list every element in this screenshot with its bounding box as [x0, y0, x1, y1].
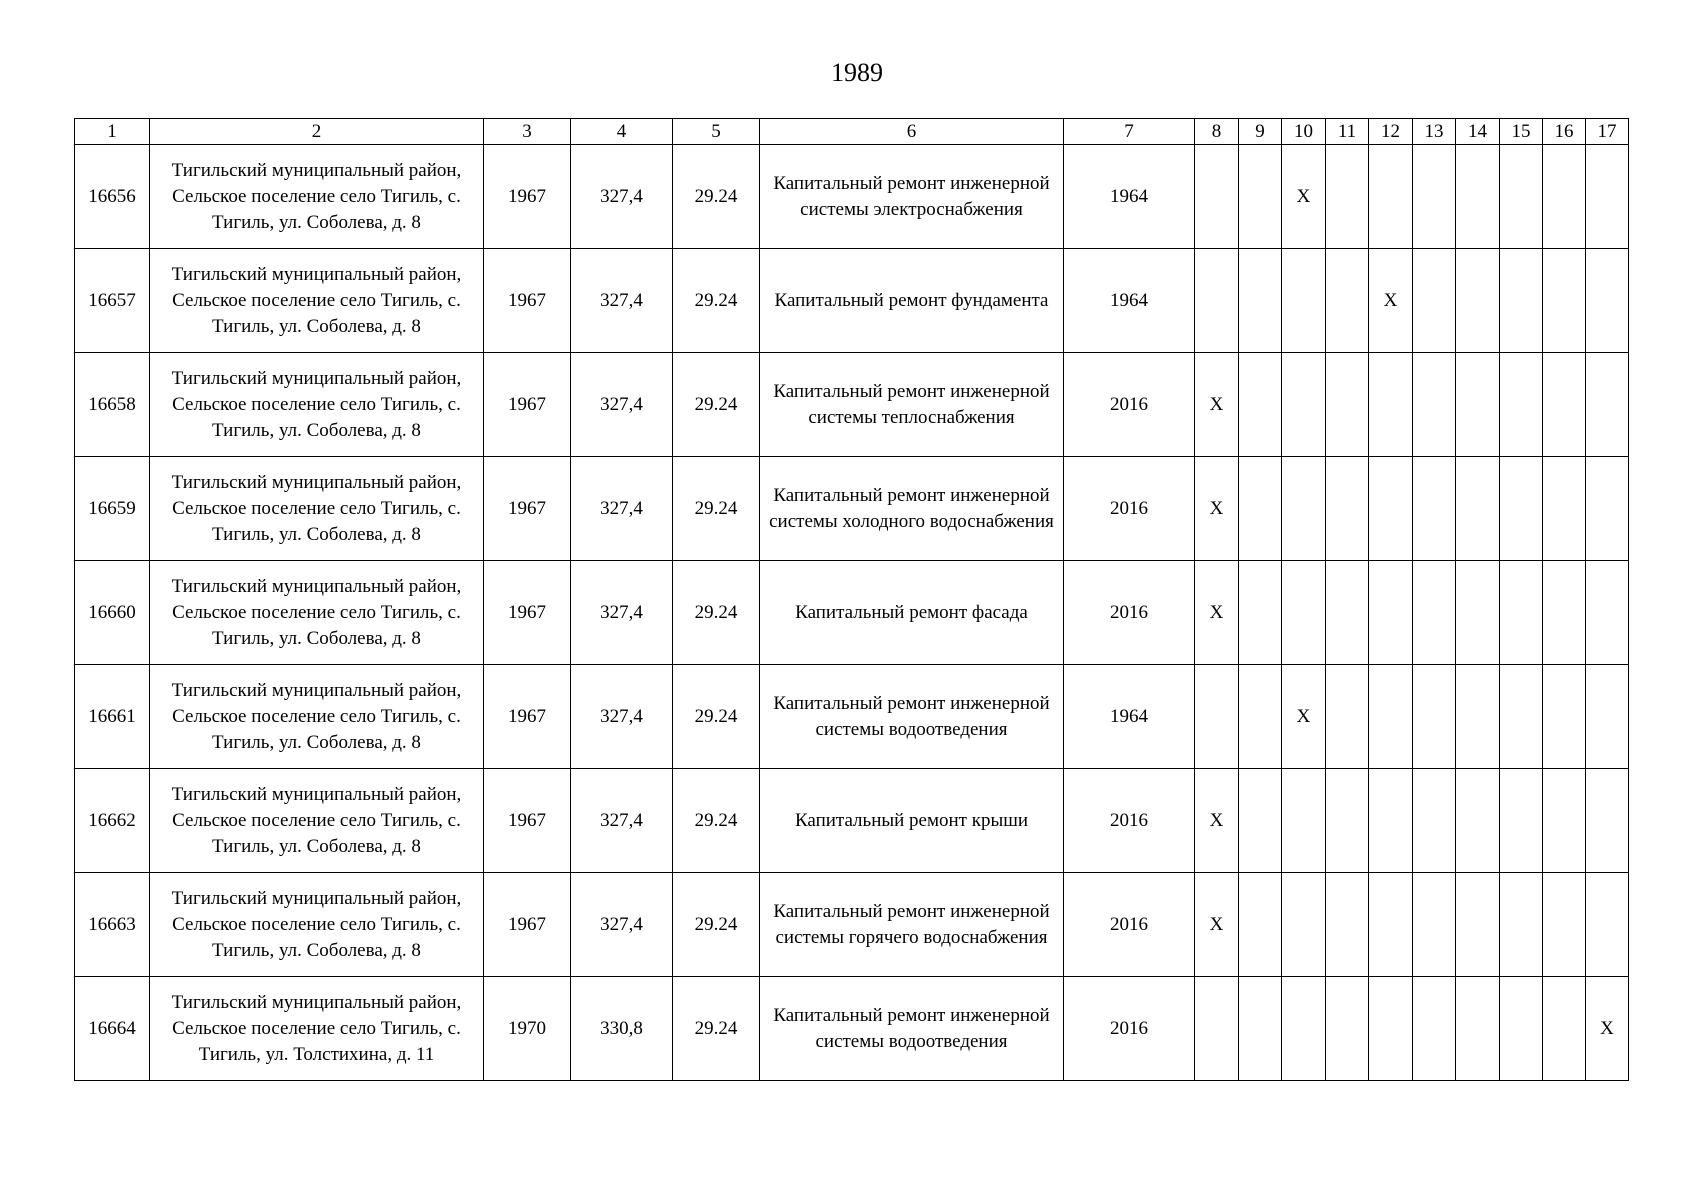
area-cell: 327,4 — [571, 665, 673, 769]
period-mark-cell — [1586, 457, 1629, 561]
address-cell: Тигильский муниципальный район, Сельское поселение село Тигиль, с. Тигиль, ул. Соболева, д. 8 — [150, 353, 484, 457]
year-built-cell: 1967 — [484, 457, 571, 561]
table-row — [75, 145, 1629, 249]
period-mark-cell — [1239, 769, 1282, 873]
address-cell: Тигильский муниципальный район, Сельское поселение село Тигиль, с. Тигиль, ул. Соболева, д. 8 — [150, 145, 484, 249]
period-mark-cell — [1413, 873, 1456, 977]
period-mark-cell — [1456, 145, 1500, 249]
period-mark-cell — [1413, 457, 1456, 561]
page-number: 1989 — [831, 58, 883, 87]
period-mark-cell — [1413, 769, 1456, 873]
period-mark-cell — [1500, 457, 1543, 561]
column-number-8: 8 — [1195, 119, 1239, 145]
period-mark-cell — [1500, 977, 1543, 1081]
period-mark-cell — [1239, 977, 1282, 1081]
area-cell: 327,4 — [571, 457, 673, 561]
column-number-10: 10 — [1282, 119, 1326, 145]
period-mark-cell — [1500, 769, 1543, 873]
work-type-cell: Капитальный ремонт крыши — [760, 769, 1064, 873]
table-row — [75, 561, 1629, 665]
period-mark-cell — [1456, 561, 1500, 665]
period-mark-cell: X — [1282, 665, 1326, 769]
rate-cell: 29.24 — [673, 665, 760, 769]
work-type-cell: Капитальный ремонт инженерной системы горячего водоснабжения — [760, 873, 1064, 977]
record-id-cell: 16658 — [75, 353, 150, 457]
period-mark-cell — [1369, 665, 1413, 769]
work-type-cell: Капитальный ремонт инженерной системы электроснабжения — [760, 145, 1064, 249]
area-cell: 327,4 — [571, 873, 673, 977]
period-mark-cell — [1456, 249, 1500, 353]
period-mark-cell: X — [1586, 977, 1629, 1081]
period-mark-cell — [1239, 561, 1282, 665]
work-type-cell: Капитальный ремонт фасада — [760, 561, 1064, 665]
year-built-cell: 1967 — [484, 145, 571, 249]
repair-year-cell: 2016 — [1064, 353, 1195, 457]
period-mark-cell: X — [1195, 769, 1239, 873]
table-row — [75, 769, 1629, 873]
repair-year-cell: 1964 — [1064, 665, 1195, 769]
column-number-7: 7 — [1064, 119, 1195, 145]
period-mark-cell — [1543, 145, 1586, 249]
period-mark-cell — [1239, 873, 1282, 977]
table-row — [75, 353, 1629, 457]
rate-cell: 29.24 — [673, 873, 760, 977]
period-mark-cell — [1369, 353, 1413, 457]
period-mark-cell — [1456, 873, 1500, 977]
period-mark-cell — [1456, 457, 1500, 561]
area-cell: 330,8 — [571, 977, 673, 1081]
year-built-cell: 1970 — [484, 977, 571, 1081]
period-mark-cell — [1413, 145, 1456, 249]
record-id-cell: 16663 — [75, 873, 150, 977]
period-mark-cell — [1500, 145, 1543, 249]
work-type-cell: Капитальный ремонт инженерной системы водоотведения — [760, 977, 1064, 1081]
address-cell: Тигильский муниципальный район, Сельское поселение село Тигиль, с. Тигиль, ул. Соболева, д. 8 — [150, 457, 484, 561]
period-mark-cell — [1586, 665, 1629, 769]
work-type-cell: Капитальный ремонт инженерной системы холодного водоснабжения — [760, 457, 1064, 561]
period-mark-cell — [1500, 665, 1543, 769]
year-built-cell: 1967 — [484, 665, 571, 769]
period-mark-cell — [1195, 665, 1239, 769]
repair-year-cell: 1964 — [1064, 145, 1195, 249]
column-number-15: 15 — [1500, 119, 1543, 145]
period-mark-cell — [1543, 249, 1586, 353]
period-mark-cell — [1239, 457, 1282, 561]
period-mark-cell — [1326, 561, 1369, 665]
repair-year-cell: 2016 — [1064, 769, 1195, 873]
period-mark-cell: X — [1369, 249, 1413, 353]
address-cell: Тигильский муниципальный район, Сельское поселение село Тигиль, с. Тигиль, ул. Толстихина, д. 11 — [150, 977, 484, 1081]
address-cell: Тигильский муниципальный район, Сельское поселение село Тигиль, с. Тигиль, ул. Соболева, д. 8 — [150, 249, 484, 353]
area-cell: 327,4 — [571, 249, 673, 353]
repair-year-cell: 2016 — [1064, 873, 1195, 977]
address-cell: Тигильский муниципальный район, Сельское поселение село Тигиль, с. Тигиль, ул. Соболева, д. 8 — [150, 873, 484, 977]
period-mark-cell — [1282, 561, 1326, 665]
period-mark-cell — [1413, 249, 1456, 353]
record-id-cell: 16656 — [75, 145, 150, 249]
period-mark-cell: X — [1282, 145, 1326, 249]
period-mark-cell — [1326, 769, 1369, 873]
repair-year-cell: 2016 — [1064, 561, 1195, 665]
period-mark-cell — [1239, 353, 1282, 457]
rate-cell: 29.24 — [673, 769, 760, 873]
period-mark-cell — [1369, 457, 1413, 561]
rate-cell: 29.24 — [673, 249, 760, 353]
column-number-11: 11 — [1326, 119, 1369, 145]
address-cell: Тигильский муниципальный район, Сельское поселение село Тигиль, с. Тигиль, ул. Соболева, д. 8 — [150, 769, 484, 873]
period-mark-cell — [1326, 353, 1369, 457]
period-mark-cell — [1543, 353, 1586, 457]
table-row — [75, 457, 1629, 561]
period-mark-cell — [1282, 769, 1326, 873]
record-id-cell: 16659 — [75, 457, 150, 561]
period-mark-cell — [1456, 353, 1500, 457]
period-mark-cell — [1369, 561, 1413, 665]
record-id-cell: 16664 — [75, 977, 150, 1081]
period-mark-cell — [1586, 353, 1629, 457]
record-id-cell: 16660 — [75, 561, 150, 665]
rate-cell: 29.24 — [673, 353, 760, 457]
period-mark-cell — [1586, 249, 1629, 353]
table-row — [75, 977, 1629, 1081]
column-number-9: 9 — [1239, 119, 1282, 145]
column-number-16: 16 — [1543, 119, 1586, 145]
period-mark-cell — [1326, 977, 1369, 1081]
table-row — [75, 249, 1629, 353]
period-mark-cell — [1239, 249, 1282, 353]
capital-repair-table — [74, 118, 1629, 1081]
period-mark-cell — [1326, 665, 1369, 769]
period-mark-cell — [1195, 977, 1239, 1081]
rate-cell: 29.24 — [673, 457, 760, 561]
area-cell: 327,4 — [571, 353, 673, 457]
period-mark-cell — [1500, 873, 1543, 977]
repair-year-cell: 1964 — [1064, 249, 1195, 353]
period-mark-cell — [1239, 665, 1282, 769]
column-number-12: 12 — [1369, 119, 1413, 145]
period-mark-cell — [1413, 665, 1456, 769]
year-built-cell: 1967 — [484, 769, 571, 873]
period-mark-cell — [1282, 457, 1326, 561]
year-built-cell: 1967 — [484, 353, 571, 457]
column-number-2: 2 — [150, 119, 484, 145]
work-type-cell: Капитальный ремонт инженерной системы теплоснабжения — [760, 353, 1064, 457]
area-cell: 327,4 — [571, 145, 673, 249]
column-number-3: 3 — [484, 119, 571, 145]
period-mark-cell — [1500, 353, 1543, 457]
period-mark-cell — [1326, 457, 1369, 561]
period-mark-cell — [1500, 561, 1543, 665]
period-mark-cell — [1543, 561, 1586, 665]
column-number-6: 6 — [760, 119, 1064, 145]
period-mark-cell — [1543, 457, 1586, 561]
period-mark-cell — [1456, 769, 1500, 873]
period-mark-cell — [1413, 353, 1456, 457]
record-id-cell: 16657 — [75, 249, 150, 353]
year-built-cell: 1967 — [484, 249, 571, 353]
period-mark-cell: X — [1195, 873, 1239, 977]
period-mark-cell — [1369, 769, 1413, 873]
period-mark-cell — [1586, 769, 1629, 873]
column-number-5: 5 — [673, 119, 760, 145]
column-number-14: 14 — [1456, 119, 1500, 145]
period-mark-cell — [1543, 665, 1586, 769]
period-mark-cell — [1456, 665, 1500, 769]
address-cell: Тигильский муниципальный район, Сельское поселение село Тигиль, с. Тигиль, ул. Соболева, д. 8 — [150, 665, 484, 769]
period-mark-cell: X — [1195, 457, 1239, 561]
period-mark-cell — [1326, 249, 1369, 353]
period-mark-cell — [1282, 873, 1326, 977]
rate-cell: 29.24 — [673, 145, 760, 249]
address-cell: Тигильский муниципальный район, Сельское поселение село Тигиль, с. Тигиль, ул. Соболева, д. 8 — [150, 561, 484, 665]
period-mark-cell: X — [1195, 561, 1239, 665]
work-type-cell: Капитальный ремонт фундамента — [760, 249, 1064, 353]
period-mark-cell — [1239, 145, 1282, 249]
table-row — [75, 665, 1629, 769]
period-mark-cell — [1326, 873, 1369, 977]
period-mark-cell — [1500, 249, 1543, 353]
area-cell: 327,4 — [571, 561, 673, 665]
rate-cell: 29.24 — [673, 561, 760, 665]
period-mark-cell — [1282, 353, 1326, 457]
period-mark-cell — [1282, 249, 1326, 353]
period-mark-cell — [1543, 977, 1586, 1081]
column-number-4: 4 — [571, 119, 673, 145]
column-number-1: 1 — [75, 119, 150, 145]
period-mark-cell: X — [1195, 353, 1239, 457]
repair-year-cell: 2016 — [1064, 457, 1195, 561]
period-mark-cell — [1586, 873, 1629, 977]
column-number-17: 17 — [1586, 119, 1629, 145]
period-mark-cell — [1282, 977, 1326, 1081]
period-mark-cell — [1369, 145, 1413, 249]
period-mark-cell — [1586, 145, 1629, 249]
period-mark-cell — [1195, 145, 1239, 249]
area-cell: 327,4 — [571, 769, 673, 873]
period-mark-cell — [1543, 873, 1586, 977]
record-id-cell: 16661 — [75, 665, 150, 769]
period-mark-cell — [1369, 977, 1413, 1081]
column-number-row — [75, 119, 1629, 145]
column-number-13: 13 — [1413, 119, 1456, 145]
period-mark-cell — [1413, 977, 1456, 1081]
rate-cell: 29.24 — [673, 977, 760, 1081]
period-mark-cell — [1369, 873, 1413, 977]
table-row — [75, 873, 1629, 977]
period-mark-cell — [1195, 249, 1239, 353]
period-mark-cell — [1586, 561, 1629, 665]
year-built-cell: 1967 — [484, 561, 571, 665]
work-type-cell: Капитальный ремонт инженерной системы водоотведения — [760, 665, 1064, 769]
period-mark-cell — [1413, 561, 1456, 665]
period-mark-cell — [1543, 769, 1586, 873]
period-mark-cell — [1456, 977, 1500, 1081]
record-id-cell: 16662 — [75, 769, 150, 873]
year-built-cell: 1967 — [484, 873, 571, 977]
period-mark-cell — [1326, 145, 1369, 249]
repair-year-cell: 2016 — [1064, 977, 1195, 1081]
